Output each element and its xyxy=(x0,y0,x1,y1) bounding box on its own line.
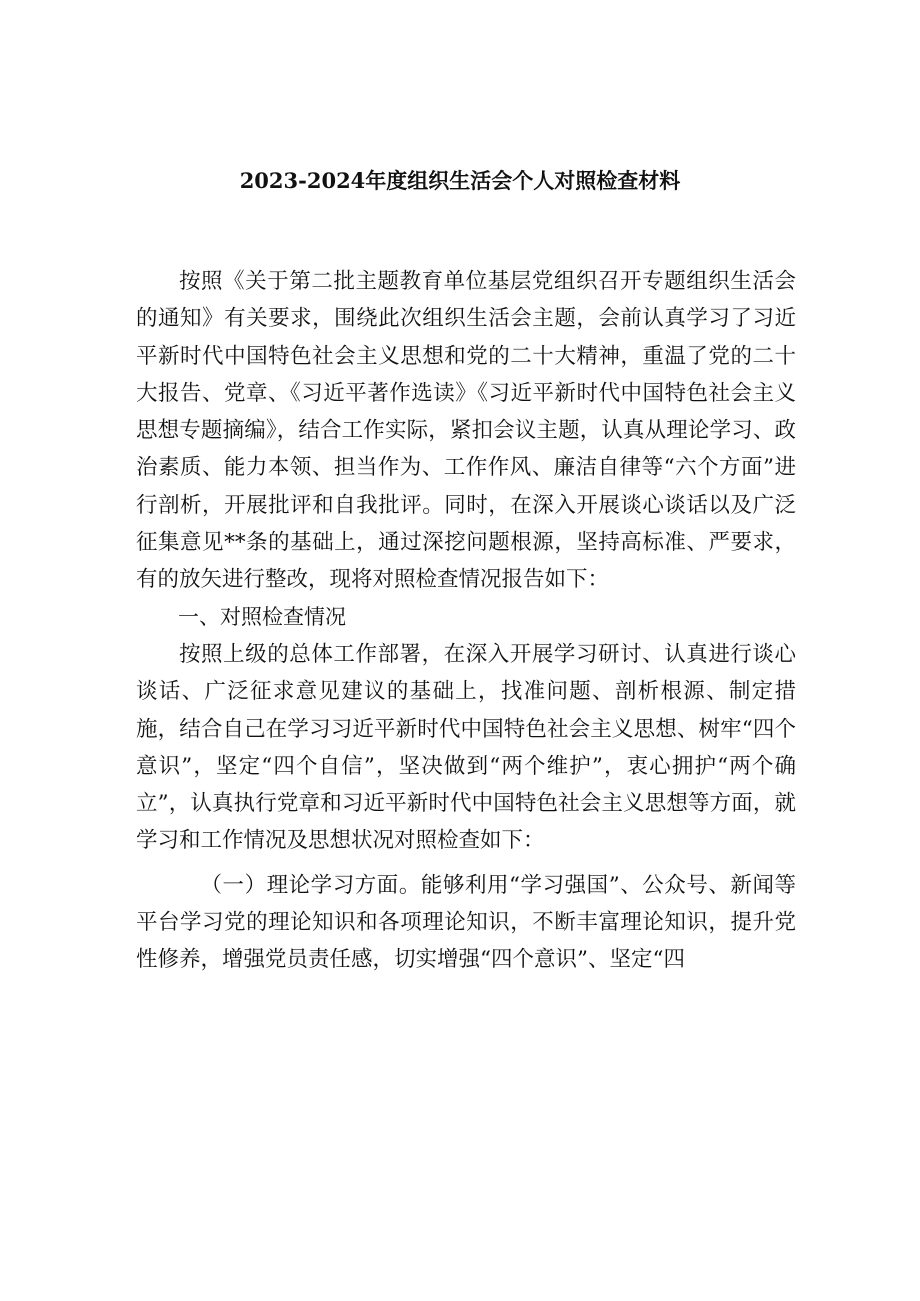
intro-paragraph: 按照《关于第二批主题教育单位基层党组织召开专题组织生活会的通知》有关要求，围绕此次组织生活会主题，会前认真学习了习近平新时代中国特色社会主义思想和党的二十大精神，重温了党的二十大报告、党章、《习近平著作选读》《习近平新时代中国特色社会主义思想专题摘编》，结合工作实际，紧扣会议主题，认真从理论学习、政治素质、能力本领、担当作为、工作作风、廉洁自律等“六个方面”进行剖析，开展批评和自我批评。同时，在深入开展谈心谈话以及广泛征集意见**条的基础上，通过深挖问题根源，坚持高标准、严要求，有的放矢进行整改，现将对照检查情况报告如下： xyxy=(136,269,796,593)
section-heading-1: 一、对照检查情况 xyxy=(178,604,346,629)
section-1-paragraph: 按照上级的总体工作部署，在深入开展学习研讨、认真进行谈心谈话、广泛征求意见建议的基础上，找准问题、剖析根源、制定措施，结合自己在学习习近平新时代中国特色社会主义思想、树牢“四个意识”，坚定“四个自信”，坚决做到“两个维护”，衷心拥护“两个确立”，认真执行党章和习近平新时代中国特色社会主义思想等方面，就学习和工作情况及思想状况对照检查如下： xyxy=(136,641,796,854)
subsection-1-paragraph: （一）理论学习方面。能够利用“学习强国”、公众号、新闻等平台学习党的理论知识和各项理论知识，不断丰富理论知识，提升党性修养，增强党员责任感，切实增强“四个意识”、坚定“四 xyxy=(136,872,796,973)
document-title: 2023-2024年度组织生活会个人对照检查材料 xyxy=(239,168,681,193)
document-body xyxy=(136,263,796,979)
